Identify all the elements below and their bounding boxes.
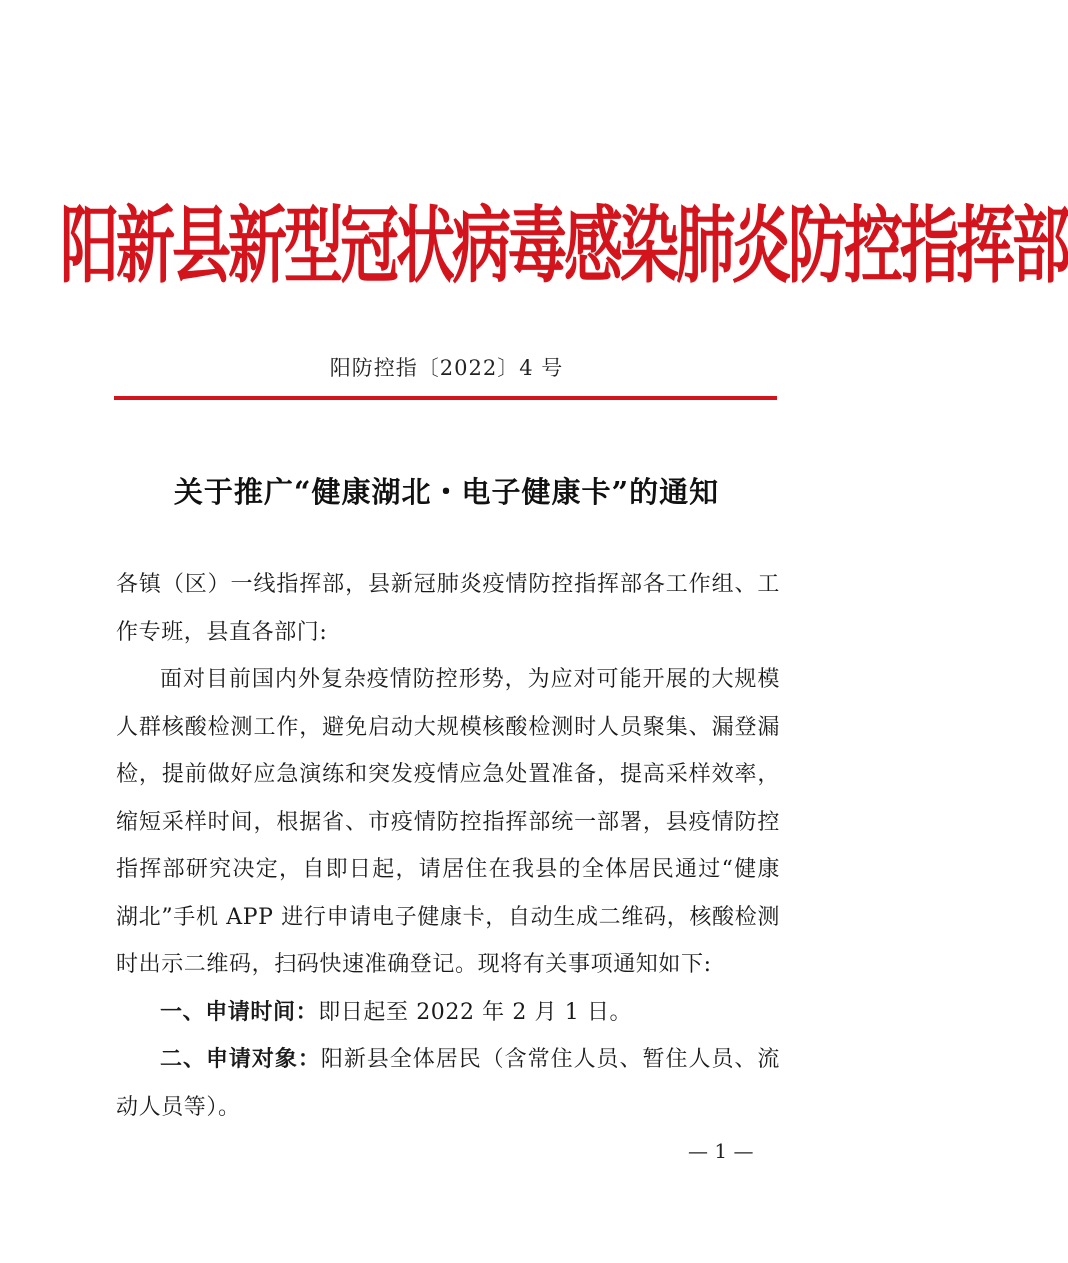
document-number: 阳防控指〔2022〕4 号 bbox=[329, 356, 564, 380]
addressee-line: 各镇（区）一线指挥部，县新冠肺炎疫情防控指挥部各工作组、工作专班，县直各部门: bbox=[116, 572, 780, 645]
item-application-target bbox=[116, 1036, 780, 1131]
item-text: 即日起至 2022 年 2 月 1 日。 bbox=[318, 999, 633, 1025]
document-body bbox=[116, 561, 780, 1131]
organization-header: 阳新县新型冠状病毒感染肺炎防控指挥部 bbox=[60, 196, 1068, 295]
item-application-time bbox=[116, 989, 780, 1037]
item-label: 一、申请时间： bbox=[160, 999, 319, 1025]
item-text: 阳新县全体居民（含常住人员、暂住人员、流动人员等）。 bbox=[116, 1047, 780, 1120]
document-title: 关于推广“健康湖北・电子健康卡”的通知 bbox=[173, 475, 720, 509]
red-divider-line bbox=[114, 396, 777, 400]
body-paragraph: 面对目前国内外复杂疫情防控形势，为应对可能开展的大规模人群核酸检测工作，避免启动大规模核酸检测时人员聚集、漏登漏检，提前做好应急演练和突发疫情应急处置准备，提高采样效率，缩短采样时间，根据省、市疫情防控指挥部统一部署，县疫情防控指挥部研究决定，自即日起，请居住在我县的全体居民通过“健康湖北”手机 APP 进行申请电子健康卡，自动生成二维码，核酸检测时出示二维码，扫码快速准确登记。现将有关事项通知如下: bbox=[116, 667, 780, 977]
item-label: 二、申请对象： bbox=[160, 1047, 321, 1072]
page-number: — 1 — bbox=[688, 1139, 754, 1163]
